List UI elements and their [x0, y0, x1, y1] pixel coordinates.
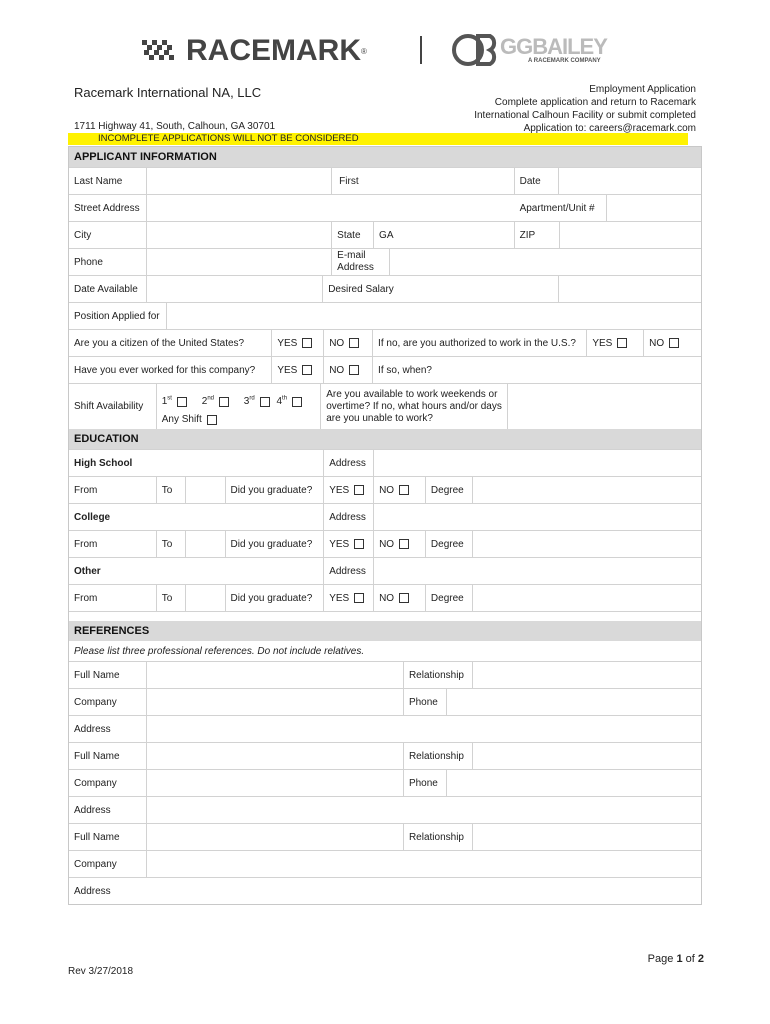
label-ref2-phone: Phone	[408, 777, 438, 789]
ref2-company-row	[69, 769, 701, 796]
label-apartment: Apartment/Unit #	[519, 202, 595, 214]
ref2-name-row	[69, 742, 701, 769]
ref3-relationship-field[interactable]	[472, 824, 701, 850]
authorized-yes[interactable]: YES	[586, 330, 643, 356]
instructions-line-1: Employment Application	[589, 84, 696, 95]
application-instructions	[416, 83, 696, 135]
ref1-name-row	[69, 661, 701, 688]
label-hs-degree: Degree	[425, 477, 472, 503]
label-city: City	[74, 229, 92, 241]
label-ref1-address: Address	[74, 723, 111, 735]
row-citizen	[69, 329, 701, 356]
application-form	[68, 146, 702, 905]
label-ref3-relationship: Relationship	[408, 831, 464, 843]
ref2-full-name-field[interactable]	[146, 743, 404, 769]
ref1-address-row	[69, 715, 701, 742]
row-city	[69, 221, 701, 248]
label-ref2-company: Company	[74, 777, 117, 789]
checkbox-icon[interactable]	[617, 338, 627, 348]
citizen-no[interactable]: NO	[323, 330, 373, 356]
other-address-field[interactable]	[373, 558, 701, 584]
row-date-available	[69, 275, 701, 302]
label-ref3-company: Company	[74, 858, 117, 870]
checkbox-icon[interactable]	[354, 485, 364, 495]
instructions-line-3: International Calhoun Facility or submit completed	[474, 110, 696, 121]
label-hs-address: Address	[323, 450, 373, 476]
city-field[interactable]	[146, 222, 332, 248]
instructions-line-4: Application to: careers@racemark.com	[523, 123, 696, 134]
row-high-school-dates	[69, 476, 701, 503]
references-note-row	[69, 641, 701, 661]
label-hs-to: To	[156, 477, 185, 503]
first-name-field[interactable]	[402, 168, 514, 194]
ref1-company-row	[69, 688, 701, 715]
label-authorized-question: If no, are you authorized to work in the U.S.?	[378, 337, 576, 349]
label-ref2-full-name: Full Name	[74, 750, 120, 762]
ref1-phone-field[interactable]	[446, 689, 701, 715]
row-college-dates	[69, 530, 701, 557]
checkered-flag-icon	[140, 38, 182, 64]
label-college-graduate: Did you graduate?	[225, 531, 324, 557]
label-other-graduate: Did you graduate?	[225, 585, 324, 611]
label-street-address: Street Address	[74, 202, 140, 214]
section-references: REFERENCES	[69, 621, 701, 641]
ref3-company-row	[69, 850, 701, 877]
checkbox-icon[interactable]	[399, 593, 409, 603]
label-last-name: Last Name	[74, 175, 123, 187]
checkbox-icon[interactable]	[349, 338, 359, 348]
ref3-address-row	[69, 877, 701, 904]
label-college-degree: Degree	[425, 531, 472, 557]
state-field[interactable]: GA	[373, 222, 514, 248]
label-zip: ZIP	[514, 222, 560, 248]
other-to-field[interactable]	[185, 585, 225, 611]
ref3-full-name-field[interactable]	[146, 824, 404, 850]
date-field[interactable]	[559, 168, 701, 194]
checkbox-icon[interactable]	[354, 593, 364, 603]
row-other	[69, 557, 701, 584]
label-state: State	[337, 229, 361, 241]
incomplete-warning: INCOMPLETE APPLICATIONS WILL NOT BE CONSIDERED	[68, 133, 688, 145]
ggbailey-logo-text: GGBAILEY	[500, 34, 607, 59]
ref2-phone-field[interactable]	[446, 770, 701, 796]
row-worked-before	[69, 356, 701, 383]
ref3-company-field[interactable]	[146, 851, 701, 877]
position-field[interactable]	[166, 303, 701, 329]
checkbox-icon[interactable]	[177, 397, 187, 407]
shift-1st[interactable]: 1st	[162, 396, 187, 407]
street-address-field[interactable]	[146, 195, 515, 221]
label-ref1-phone: Phone	[408, 696, 438, 708]
spacer	[69, 611, 701, 621]
label-college-from: From	[74, 538, 98, 550]
racemark-logo-text: RACEMARK	[186, 34, 361, 67]
label-position-applied: Position Applied for	[74, 310, 160, 322]
checkbox-icon[interactable]	[292, 397, 302, 407]
ggbailey-subtitle: A RACEMARK COMPANY	[528, 58, 601, 64]
label-ref2-relationship: Relationship	[408, 750, 464, 762]
label-hs-from: From	[74, 484, 98, 496]
shift-3rd[interactable]: 3rd	[244, 396, 270, 407]
authorized-no[interactable]: NO	[643, 330, 701, 356]
ggbailey-mark-icon	[452, 30, 500, 70]
worked-yes[interactable]: YES	[271, 357, 323, 383]
checkbox-icon[interactable]	[354, 539, 364, 549]
label-other-address: Address	[323, 558, 373, 584]
racemark-logo	[140, 30, 367, 72]
row-position	[69, 302, 701, 329]
label-first: First	[339, 175, 359, 187]
ref2-address-row	[69, 796, 701, 823]
hs-degree-field[interactable]	[472, 477, 701, 503]
label-ref1-company: Company	[74, 696, 117, 708]
row-phone	[69, 248, 701, 275]
label-date-available: Date Available	[74, 283, 138, 295]
label-worked-question: Have you ever worked for this company?	[74, 364, 256, 376]
shift-any[interactable]: Any Shift	[162, 411, 320, 429]
checkbox-icon[interactable]	[349, 365, 359, 375]
ref1-company-field[interactable]	[146, 689, 404, 715]
label-ref3-address: Address	[74, 885, 111, 897]
label-college-address: Address	[323, 504, 373, 530]
label-college: College	[74, 511, 111, 523]
desired-salary-field[interactable]	[558, 276, 701, 302]
checkbox-icon[interactable]	[669, 338, 679, 348]
row-other-dates	[69, 584, 701, 611]
ref1-address-field[interactable]	[146, 716, 701, 742]
instructions-line-2: Complete application and return to Racemark	[494, 97, 696, 108]
checkbox-icon[interactable]	[399, 485, 409, 495]
hs-graduate-no[interactable]: NO	[373, 477, 425, 503]
label-ref2-address: Address	[74, 804, 111, 816]
ref2-address-field[interactable]	[146, 797, 701, 823]
hs-address-field[interactable]	[373, 450, 701, 476]
checkbox-icon[interactable]	[302, 365, 312, 375]
other-graduate-yes[interactable]: YES	[323, 585, 373, 611]
weekends-field[interactable]	[507, 384, 701, 429]
worked-no[interactable]: NO	[323, 357, 373, 383]
revision-date: Rev 3/27/2018	[68, 966, 134, 977]
label-other-to: To	[156, 585, 185, 611]
row-name	[69, 167, 701, 194]
ref1-full-name-field[interactable]	[146, 662, 404, 688]
label-desired-salary: Desired Salary	[328, 283, 394, 295]
label-ref1-relationship: Relationship	[408, 669, 464, 681]
shift-2nd[interactable]: 2nd	[202, 396, 229, 407]
label-other-from: From	[74, 592, 98, 604]
label-when-question: If so, when?	[378, 364, 432, 376]
checkbox-icon[interactable]	[207, 415, 217, 425]
label-ref1-full-name: Full Name	[74, 669, 120, 681]
citizen-yes[interactable]: YES	[271, 330, 323, 356]
label-other: Other	[74, 565, 101, 577]
label-college-to: To	[156, 531, 185, 557]
label-weekends-question: Are you available to work weekends or overtime? If no, what hours and/or days are you unable to work?	[326, 388, 502, 424]
college-graduate-no[interactable]: NO	[373, 531, 425, 557]
phone-field[interactable]	[146, 249, 332, 275]
ref2-relationship-field[interactable]	[472, 743, 701, 769]
label-phone: Phone	[74, 256, 103, 268]
company-name: Racemark International NA, LLC	[74, 85, 262, 100]
row-high-school	[69, 449, 701, 476]
row-shift-availability	[69, 383, 701, 429]
when-field[interactable]	[443, 357, 701, 383]
registered-mark: ®	[361, 46, 367, 56]
label-citizen-question: Are you a citizen of the United States?	[74, 337, 245, 349]
college-to-field[interactable]	[185, 531, 225, 557]
label-hs-graduate: Did you graduate?	[225, 477, 324, 503]
last-name-field[interactable]	[146, 168, 332, 194]
apartment-field[interactable]	[606, 195, 701, 221]
label-other-degree: Degree	[425, 585, 472, 611]
references-note: Please list three professional references. Do not include relatives.	[74, 645, 365, 657]
label-email: E-mail Address	[337, 250, 374, 273]
checkbox-icon[interactable]	[399, 539, 409, 549]
label-date: Date	[514, 168, 560, 194]
email-field[interactable]	[389, 249, 701, 275]
logo-divider	[420, 36, 422, 64]
checkbox-icon[interactable]	[219, 397, 229, 407]
label-high-school: High School	[74, 457, 133, 469]
shift-4th[interactable]: 4th	[276, 396, 302, 407]
ref3-address-field[interactable]	[146, 878, 701, 904]
company-address: 1711 Highway 41, South, Calhoun, GA 30701	[74, 121, 276, 132]
row-street	[69, 194, 701, 221]
section-applicant-information: APPLICANT INFORMATION	[69, 147, 701, 167]
hs-to-field[interactable]	[185, 477, 225, 503]
checkbox-icon[interactable]	[302, 338, 312, 348]
label-shift-availability: Shift Availability	[74, 401, 144, 412]
college-graduate-yes[interactable]: YES	[323, 531, 373, 557]
college-address-field[interactable]	[373, 504, 701, 530]
ref1-relationship-field[interactable]	[472, 662, 701, 688]
other-graduate-no[interactable]: NO	[373, 585, 425, 611]
ref2-company-field[interactable]	[146, 770, 404, 796]
label-ref3-full-name: Full Name	[74, 831, 120, 843]
other-degree-field[interactable]	[472, 585, 701, 611]
college-degree-field[interactable]	[472, 531, 701, 557]
ref3-name-row	[69, 823, 701, 850]
section-education: EDUCATION	[69, 429, 701, 449]
checkbox-icon[interactable]	[260, 397, 270, 407]
date-available-field[interactable]	[146, 276, 323, 302]
shift-options	[156, 384, 321, 429]
row-college	[69, 503, 701, 530]
hs-graduate-yes[interactable]: YES	[323, 477, 373, 503]
page-number: Page 1 of 2	[647, 953, 704, 965]
zip-field[interactable]	[559, 222, 701, 248]
